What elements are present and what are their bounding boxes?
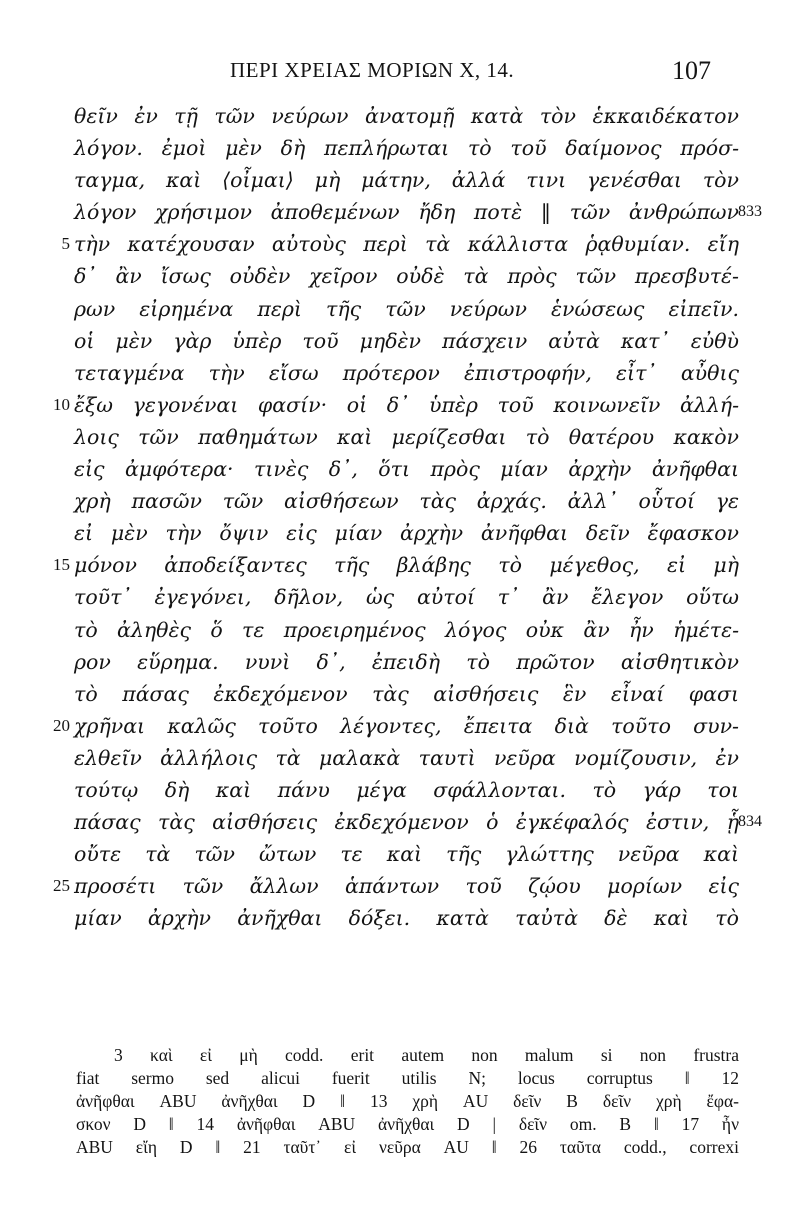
text-line	[0, 614, 800, 646]
apparatus-line: ἀνῆφθαι ABU ἀνῆχθαι D ‖ 13 χρὴ AU δεῖν B δεῖν χρὴ ἔφα-	[76, 1091, 739, 1111]
line-text: προσέτι τῶν ἄλλων ἁπάντων τοῦ ζῴου μορίων εἰς	[74, 874, 739, 899]
line-text: μόνον ἀποδείξαντες τῆς βλάβης τὸ μέγεθος, εἰ μὴ	[74, 553, 739, 578]
greek-main-text	[0, 100, 800, 934]
line-text: τοῦτ᾽ ἐγεγόνει, δῆλον, ὡς αὐτοί τ᾽ ἂν ἔλεγον οὕτω	[74, 585, 739, 610]
text-line	[0, 710, 800, 742]
line-text: χρὴ πασῶν τῶν αἰσθήσεων τὰς ἀρχάς. ἀλλ᾽ οὗτοί γε	[74, 489, 739, 514]
running-title: ΠΕΡΙ ΧΡΕΙΑΣ ΜΟΡΙΩΝ Χ, 14.	[230, 58, 515, 82]
text-line	[0, 838, 800, 870]
text-line	[0, 742, 800, 774]
text-line	[0, 132, 800, 164]
apparatus-line: σκον D ‖ 14 ἀνῆφθαι ABU ἀνῆχθαι D | δεῖν om. B ‖ 17 ἦν	[76, 1114, 739, 1134]
text-line	[0, 485, 800, 517]
line-text: τεταγμένα τὴν εἴσω πρότερον ἐπιστροφήν, εἶτ᾽ αὖθις	[74, 360, 739, 385]
text-line	[0, 164, 800, 196]
line-text: οἱ μὲν γὰρ ὑπὲρ τοῦ μηδὲν πάσχειν αὐτὰ κατ᾽ εὐθὺ	[74, 328, 739, 353]
line-text: μίαν ἀρχὴν ἀνῆχθαι δόξει. κατὰ ταὐτὰ δὲ καὶ τὸ	[74, 906, 739, 931]
text-line	[0, 549, 800, 581]
apparatus-line: fiat sermo sed alicui fuerit utilis N; locus corruptus ‖ 12	[76, 1068, 739, 1088]
line-text: δ᾽ ἂν ἴσως οὐδὲν χεῖρον οὐδὲ τὰ πρὸς τῶν πρεσβυτέ-	[74, 264, 739, 289]
text-line	[0, 389, 800, 421]
text-line	[0, 902, 800, 934]
text-line	[0, 228, 800, 260]
critical-apparatus	[76, 1044, 739, 1159]
line-text: ρον εὕρημα. νυνὶ δ᾽, ἐπειδὴ τὸ πρῶτον αἰσθητικὸν	[74, 649, 739, 674]
line-text: λόγον. ἐμοὶ μὲν δὴ πεπλήρωται τὸ τοῦ δαίμονος πρόσ-	[74, 136, 739, 161]
text-line	[0, 260, 800, 292]
line-text: λόγον χρήσιμον ἀποθεμένων ἤδη ποτὲ ‖ τῶν ἀνθρώπων	[74, 200, 739, 225]
line-text: χρῆναι καλῶς τοῦτο λέγοντες, ἔπειτα διὰ τοῦτο συν-	[74, 713, 739, 738]
text-line	[0, 357, 800, 389]
margin-reference: 833	[738, 203, 762, 221]
line-text: εἰ μὲν τὴν ὄψιν εἰς μίαν ἀρχὴν ἀνῆφθαι δεῖν ἔφασκον	[74, 521, 739, 546]
text-line	[0, 196, 800, 228]
apparatus-line: 3 καὶ εἰ μὴ codd. erit autem non malum si non frustra	[114, 1045, 739, 1065]
text-line	[0, 325, 800, 357]
line-text: τούτῳ δὴ καὶ πάνυ μέγα σφάλλονται. τὸ γάρ τοι	[74, 777, 739, 802]
text-line	[0, 100, 800, 132]
text-line	[0, 774, 800, 806]
line-text: τὸ πάσας ἐκδεχόμενον τὰς αἰσθήσεις ἓν εἶναί φασι	[74, 681, 739, 706]
line-text: πάσας τὰς αἰσθήσεις ἐκδεχόμενον ὁ ἐγκέφαλός ἐστιν, ᾗ	[74, 810, 739, 835]
line-text: εἰς ἀμφότερα· τινὲς δ᾽, ὅτι πρὸς μίαν ἀρχὴν ἀνῆφθαι	[74, 457, 739, 482]
line-text: τὸ ἀληθὲς ὅ τε προειρημένος λόγος οὐκ ἂν ἦν ἡμέτε-	[74, 617, 739, 642]
text-line	[0, 453, 800, 485]
line-text: ελθεῖν ἀλλήλοις τὰ μαλακὰ ταυτὶ νεῦρα νομίζουσιν, ἐν	[74, 745, 739, 770]
running-header	[0, 58, 800, 94]
page-number: 107	[672, 56, 711, 85]
text-line	[0, 421, 800, 453]
line-number: 20	[53, 715, 70, 735]
line-number: 25	[53, 876, 70, 896]
apparatus-line: ABU εἴη D ‖ 21 ταῦτ᾽ εἰ νεῦρα AU ‖ 26 ταῦτα codd., correxi	[76, 1137, 739, 1157]
line-text: λοις τῶν παθημάτων καὶ μερίζεσθαι τὸ θατέρου κακὸν	[74, 424, 739, 449]
text-line	[0, 293, 800, 325]
text-line	[0, 581, 800, 613]
line-text: ταγμα, καὶ ⟨οἶμαι⟩ μὴ μάτην, ἀλλά τινι γενέσθαι τὸν	[74, 168, 739, 193]
line-text: θεῖν ἐν τῇ τῶν νεύρων ἀνατομῇ κατὰ τὸν ἑκκαιδέκατον	[74, 104, 739, 128]
line-number: 5	[61, 234, 70, 254]
margin-reference: 834	[738, 813, 762, 831]
text-line	[0, 806, 800, 838]
text-line	[0, 870, 800, 902]
line-text: τὴν κατέχουσαν αὐτοὺς περὶ τὰ κάλλιστα ῥᾳθυμίαν. εἴη	[74, 232, 739, 257]
text-line	[0, 678, 800, 710]
line-text: ρων εἰρημένα περὶ τῆς τῶν νεύρων ἑνώσεως εἰπεῖν.	[74, 296, 739, 321]
line-text: οὔτε τὰ τῶν ὤτων τε καὶ τῆς γλώττης νεῦρα καὶ	[74, 842, 739, 867]
line-text: ἔξω γεγονέναι φασίν· οἱ δ᾽ ὑπὲρ τοῦ κοινωνεῖν ἀλλή-	[74, 392, 739, 417]
text-line	[0, 646, 800, 678]
line-number: 15	[53, 555, 70, 575]
text-line	[0, 517, 800, 549]
line-number: 10	[53, 394, 70, 414]
